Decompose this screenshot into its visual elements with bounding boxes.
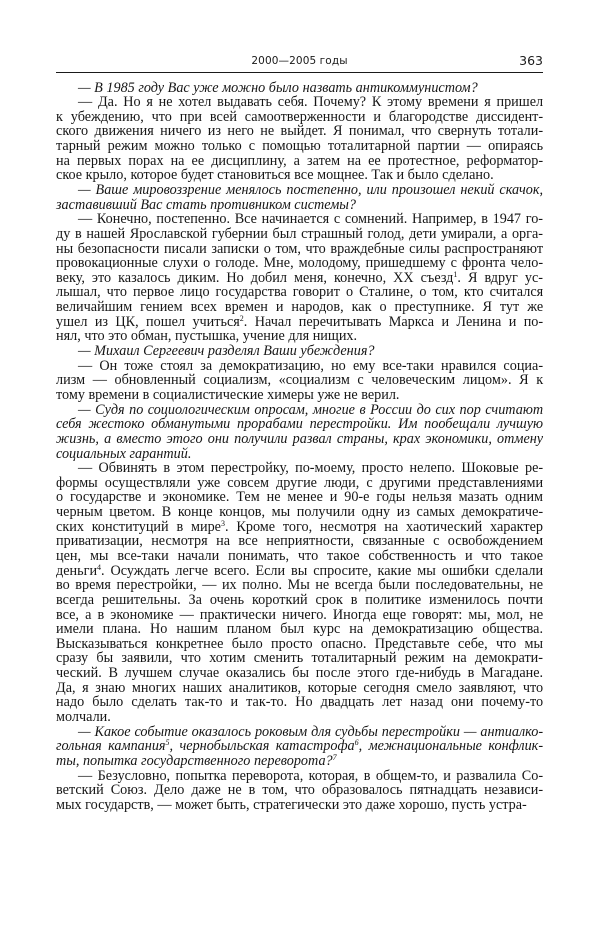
footnote-marker: 4 [97,562,102,572]
text-line: ты, попытка государственного переворота?$^7$ [56,752,337,769]
text-line: ушел из ЦК, пошел учиться$^2$. Начал перечитывать Маркса и Ленина и по- [56,313,544,330]
footnote-marker: 6 [354,738,359,748]
interview-answer [56,461,543,725]
text-line: всегда решительны. За очень короткий срок в политике изменилось почти [56,591,543,608]
interview-question [56,344,543,359]
text-line: — Какое событие оказалось роковым для судьбы перестройки — антиалко- [78,723,544,740]
interview-question [56,183,543,212]
text-line: ветский Союз. Дело даже не в том, что образовалось пятнадцать независи- [56,782,544,799]
text-line: на первых порах на ее дисциплину, а затем на ее протестное, реформатор- [56,152,544,169]
text-line: жизнь, а вместо этого они получили развал страны, крах экономики, отмену [56,430,544,447]
text-line: молчали. [56,709,111,726]
text-line: во время перестройки, — их полно. Мы не всегда были последовательны, не [56,577,544,594]
footnote-marker: 1 [453,269,458,279]
text-line: лышал, что первое лицо государства говорит о Сталине, о том, кто считался [56,284,544,301]
text-line: приватизации, несмотря на все неприятности, связанные с освобождением [56,533,544,550]
text-line: — Обвинять в этом перестройку, по-моему, просто нелепо. Шоковые ре- [78,460,544,477]
interview-answer [56,769,543,813]
text-line: ческий. В лучшем случае оказались бы после этого где-нибудь в Магадане. [56,665,544,682]
footnote-marker: 7 [332,752,337,762]
text-line: имели плана. Но нашим планом был курс на демократизацию общества. [56,621,544,638]
text-line: о государстве и экономике. Тем не менее и 90-е годы нельзя мазать одним [56,489,544,506]
text-line: мых государств, — может быть, стратегически это даже хорошо, пусть устра- [56,796,527,813]
text-line: — Да. Но я не хотел выдавать себя. Почему? К этому времени я пришел [78,94,544,111]
text-line: к убеждению, что при всей самоотверженности и благородстве диссидент- [56,108,544,125]
interview-answer [56,212,543,344]
text-line: формы осуществляли уже совсем другие люди, с другими представлениями [56,474,544,491]
footnote-marker: 3 [220,518,225,528]
text-line: — Михаил Сергеевич разделял Ваши убеждения? [78,343,375,360]
text-line: величайшим гением всех времен и народов, как о преступнике. Я тут же [56,299,544,316]
interview-answer [56,359,543,403]
text-line: нял, что это обман, пустышка, учение для нищих. [56,328,358,345]
text-line: надо было сделать так-то и так-то. Но двадцать лет назад они почему-то [56,694,544,711]
interview-answer [56,95,543,183]
text-line: — Конечно, постепенно. Все начинается с сомнений. Например, в 1947 го- [78,211,544,228]
text-line: сразу бы заявили, что хотим сменить тоталитарный режим на демократи- [56,650,543,667]
text-line: Высказываться конкретнее было просто опасно. Представьте себе, что мы [56,635,544,652]
text-line: ду в нашей Ярославской губернии был страшный голод, дети умирали, а орга- [56,225,544,242]
text-line: черным цветом. В конце концов, мы получили одну из самых демократиче- [56,504,544,521]
text-line: ское крыло, которое будет становиться все мощнее. Так и было сделано. [56,167,494,184]
interview-question [56,403,543,462]
text-line: Да, я знаю многих наших аналитиков, которые сегодня смело заявляют, что [56,679,544,696]
interview-text [56,81,543,813]
text-line: тарный режим можно только с помощью тоталитарной партии — опираясь [56,138,544,155]
text-line: ского движения ничего из него не выйдет. Я понимал, что свернуть тотали- [56,123,544,140]
text-line: гольная кампания$^5$, чернобыльская катастрофа$^6$, межнациональные конфлик- [56,738,544,755]
text-line: деньги$^4$. Осуждать легче всего. Если вы спросите, какие мы ошибки сделали [56,562,544,579]
footnote-marker: 2 [239,313,244,323]
text-line: цен, мы все-таки начали понимать, что такое собственность и что такое [56,548,544,564]
page-number: 363 [519,53,543,68]
text-line: провокационные слухи о голоде. Мне, молодому, пришедшему с фронта чело- [56,255,544,272]
footnote-marker: 5 [165,738,170,748]
running-head [56,54,543,73]
text-line: веку, это казалось диким. Но добил меня, конечно, XX съезд$^1$. Я вдруг ус- [56,269,544,286]
text-line: тому времени в социалистические химеры уже не верил. [56,386,400,403]
text-line: — Он тоже стоял за демократизацию, но ему все-таки нравился социа- [78,357,544,374]
running-title: 2000—2005 годы [251,55,348,67]
text-line: себя жестоко обманутыми прорабами перестройки. Им пообещали лучшую [56,416,544,433]
text-line: заставивший Вас стать противником системы? [56,196,356,213]
text-line: ских конституций в мире$^3$. Кроме того, несмотря на хаотический характер [56,518,543,535]
text-line: лизм — обновленный социализм, «социализм с человеческим лицом». Я к [56,372,544,389]
text-line: — Ваше мировоззрение менялось постепенно, или произошел некий скачок, [78,181,544,198]
text-line: социальных гарантий. [56,445,192,462]
interview-question [56,81,543,96]
text-line: — Судя по социологическим опросам, многие в России до сих пор считают [78,401,544,418]
text-line: — В 1985 году Вас уже можно было назвать антикоммунистом? [78,79,478,96]
interview-question [56,725,543,769]
text-line: — Безусловно, попытка переворота, которая, в общем-то, и развалила Со- [78,767,544,784]
text-line: все, а в экономике — практически ничего. Иногда еще говорят: мы, мол, не [56,606,544,623]
text-line: ны безопасности писали записки о том, что враждебные силы распространяют [56,240,544,257]
